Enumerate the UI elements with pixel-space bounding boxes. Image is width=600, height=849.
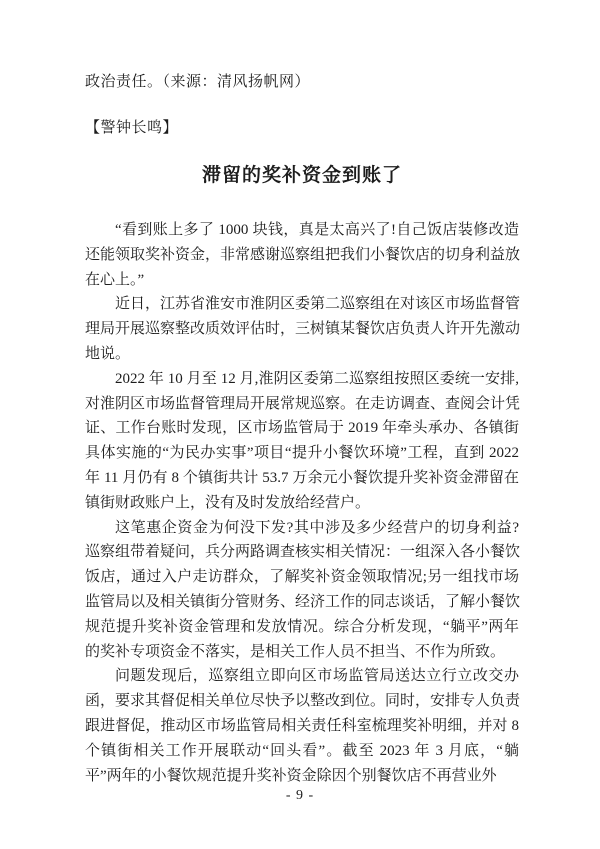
paragraph: [85, 218, 519, 292]
paragraph-line: 问题发现后，巡察组立即向区市场监管局送达立行立改交办: [115, 668, 519, 685]
paragraph: [85, 664, 519, 788]
paragraph-line: 理局开展巡察整改质效评估时，三树镇某餐饮店负责人许开先激动: [85, 321, 521, 338]
paragraph-line: 这笔惠企资金为何没下发?其中涉及多少经营户的切身利益?: [115, 519, 519, 536]
paragraph-line: 还能领取奖补资金，非常感谢巡察组把我们小餐饮店的切身利益放: [85, 246, 521, 263]
paragraph-line: 具体实施的“为民办实事”项目“提升小餐饮环境”工程，直到 2022: [85, 445, 519, 462]
paragraph-line: 在心上。”: [85, 271, 145, 288]
paragraph-line: 年 11 月仍有 8 个镇街共计 53.7 万余元小餐饮提升奖补资金滞留在: [85, 469, 519, 486]
page-number: - 9 -: [285, 788, 315, 803]
paragraph-line: 平”两年的小餐饮规范提升奖补资金除因个别餐饮店不再营业外: [85, 767, 497, 784]
paragraph-line: 镇街财政账户上，没有及时发放给经营户。: [85, 494, 371, 511]
paragraph-line: 规范提升奖补资金管理和发放情况。综合分析发现，“躺平”两年: [85, 618, 519, 635]
paragraph-line: 跟进督促，推动区市场监管局相关责任科室梳理奖补明细，并对 8: [85, 717, 519, 734]
paragraph-line: 监管局以及相关镇街分管财务、经济工作的同志谈话，了解小餐饮: [85, 593, 521, 610]
continuation-text: 政治责任。（来源：清风扬帆网）: [85, 74, 311, 90]
paragraph-line: “看到账上多了 1000 块钱，真是太高兴了!自己饭店装修改造: [115, 222, 519, 238]
paragraph-line: 地说。: [85, 345, 131, 362]
paragraph-line: 函，要求其督促相关单位尽快予以整改到位。同时，安排专人负责: [85, 693, 521, 710]
paragraph-line: 的奖补专项资金不落实，是相关工作人员不担当、不作为所致。: [85, 643, 506, 660]
paragraph-line: 个镇街相关工作开展联动“回头看”。截至 2023 年 3 月底，“躺: [85, 742, 519, 759]
paragraph: [85, 367, 519, 516]
section-label: 【警钟长鸣】: [85, 120, 179, 136]
paragraph-line: 对淮阴区市场监督管理局开展常规巡察。在走访调查、查阅会计凭: [85, 395, 521, 412]
paragraph-line: 证、工作台账时发现，区市场监管局于 2019 年牵头承办、各镇街: [85, 420, 519, 437]
paragraph-line: 2022 年 10 月至 12 月,淮阴区委第二巡察组按照区委统一安排,: [115, 370, 519, 387]
paragraph-line: 近日，江苏省淮安市淮阴区委第二巡察组在对该区市场监督管: [115, 296, 521, 313]
paragraph-line: 巡察组带着疑问，兵分两路调查核实相关情况：一组深入各小餐饮: [85, 544, 521, 561]
paragraph: [85, 516, 519, 665]
paragraph-line: 饭店，通过入户走访群众，了解奖补资金领取情况;另一组找市场: [85, 569, 519, 586]
article-title: 滞留的奖补资金到账了: [201, 165, 402, 186]
document-body: [85, 218, 519, 788]
paragraph: [85, 292, 519, 366]
